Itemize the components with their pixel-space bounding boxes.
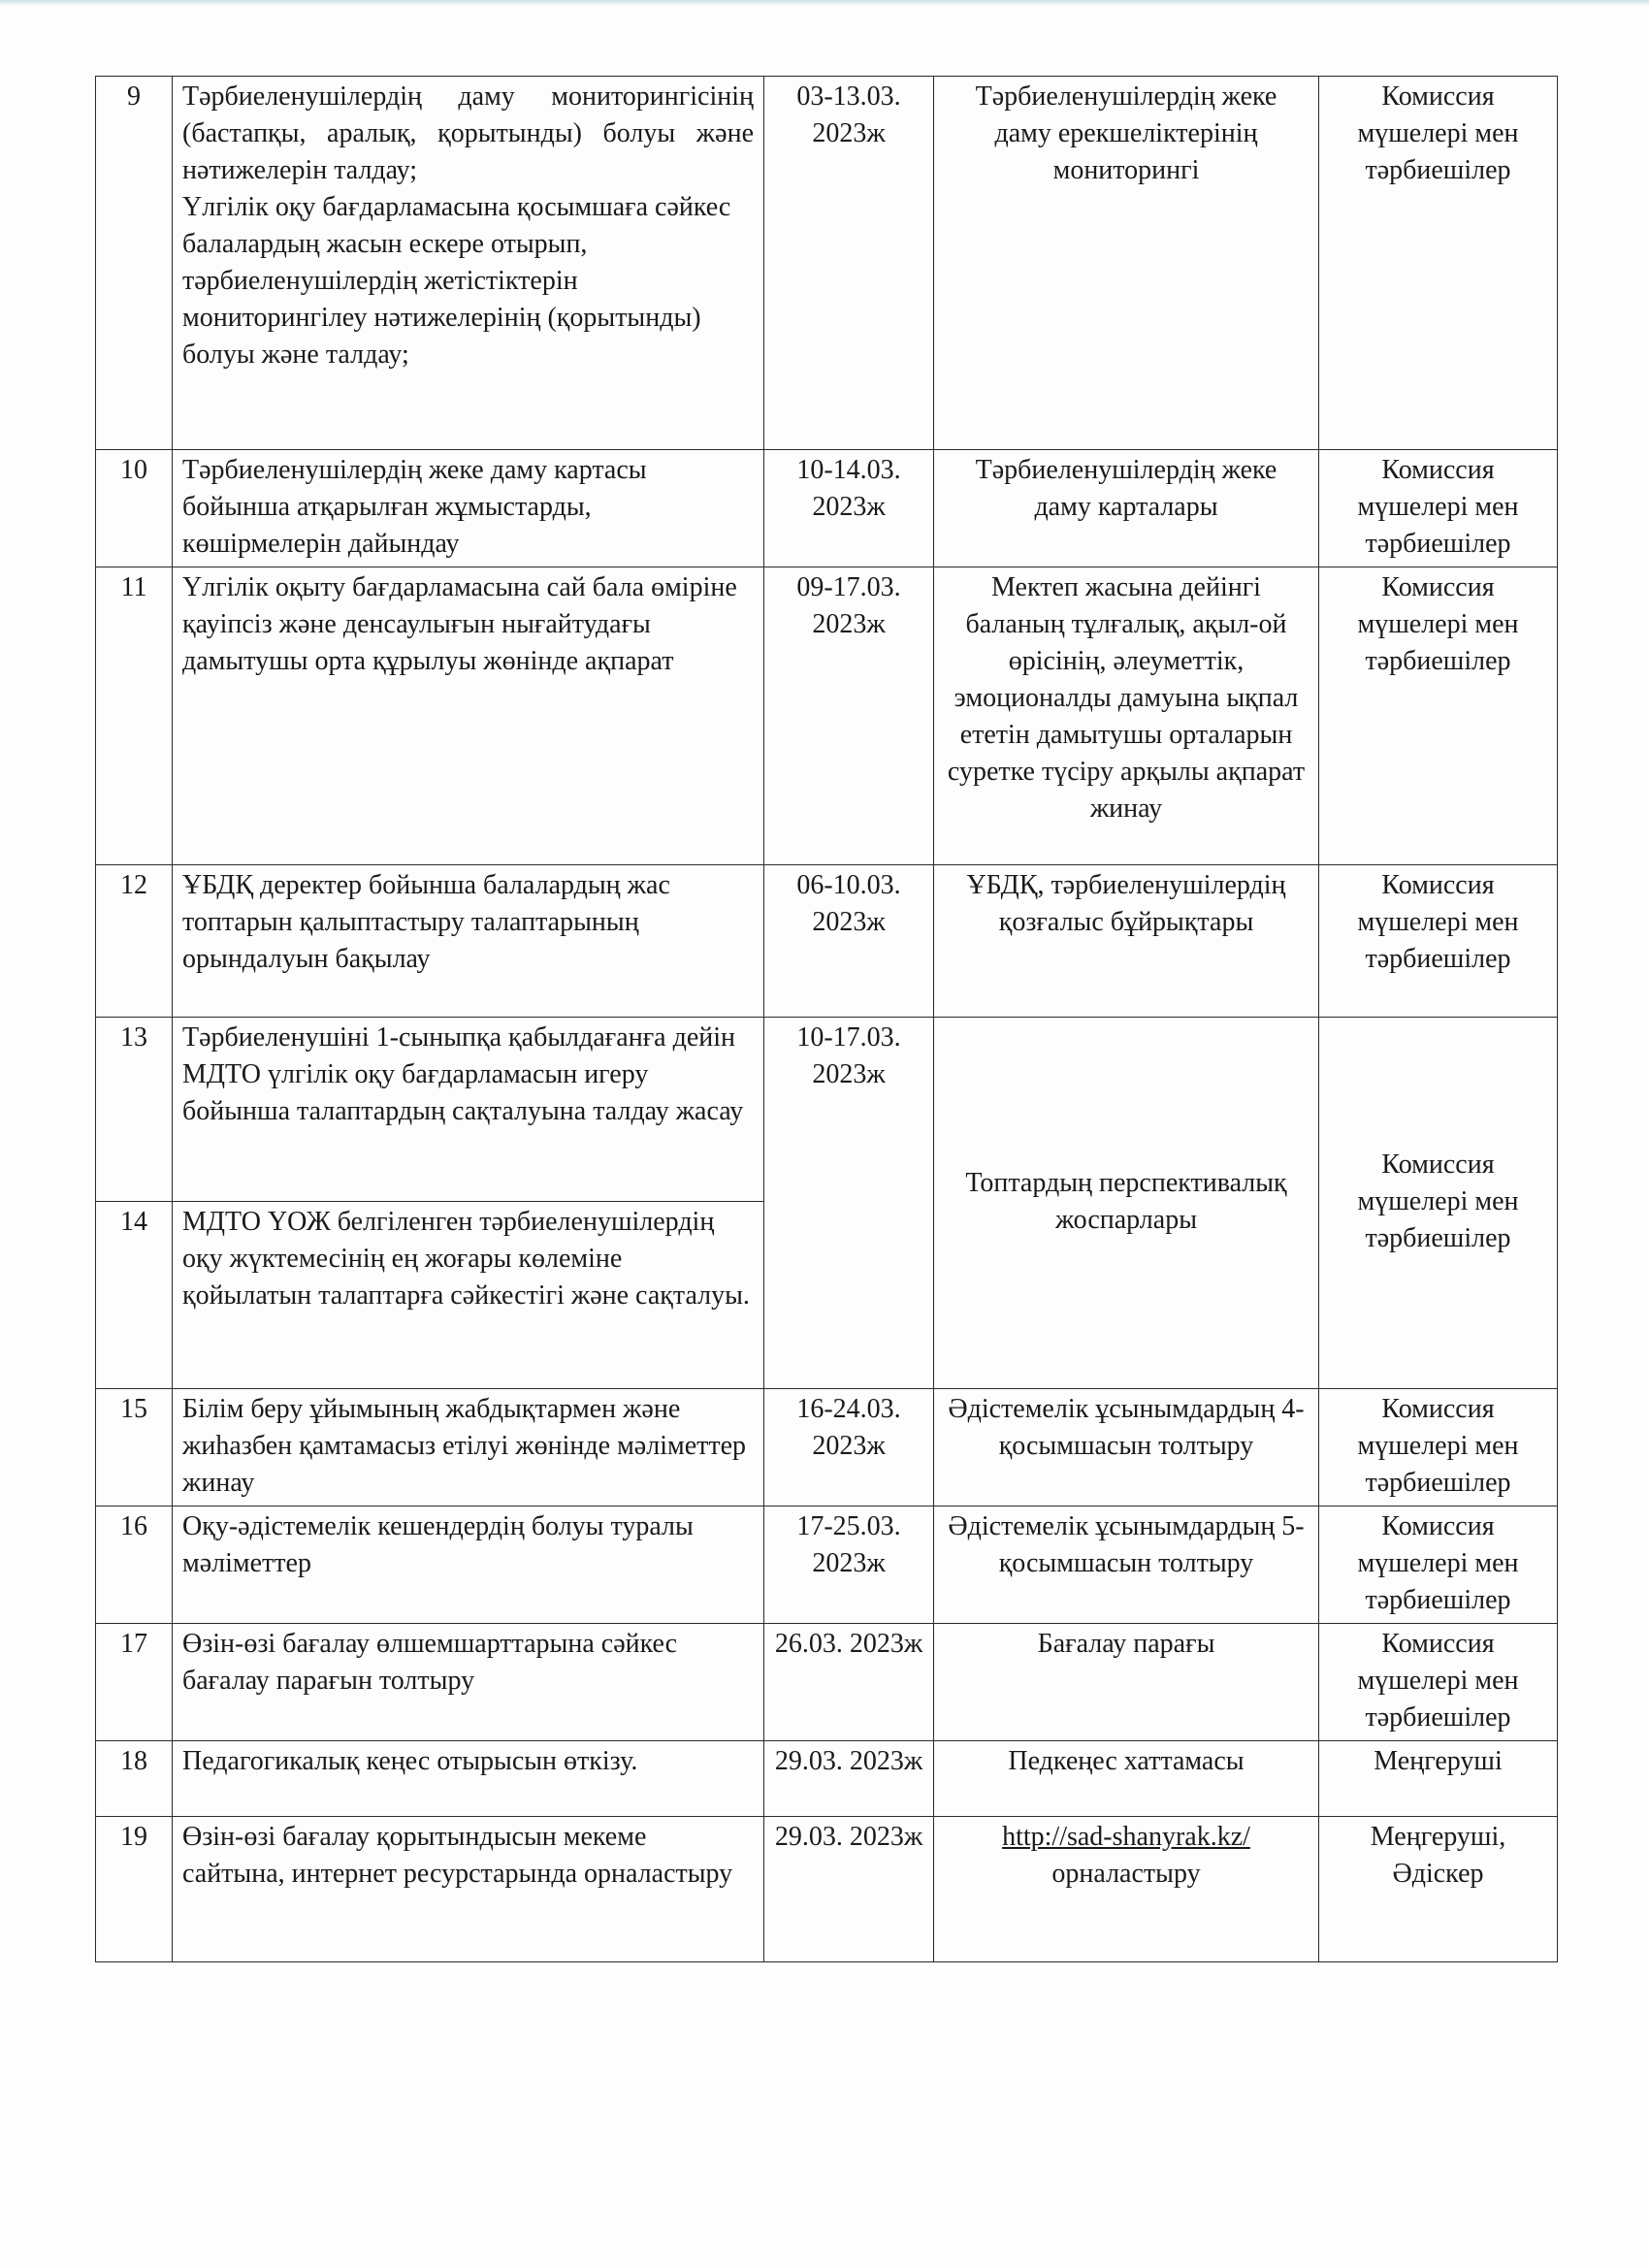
table-row [96,1624,1558,1741]
task-cell: Білім беру ұйымының жабдықтармен және жиһазбен қамтамасыз етілуі жөнінде мәліметтер жинау [173,1389,764,1507]
task-cell: Оқу-әдістемелік кешендердің болуы туралы мәліметтер [173,1507,764,1624]
row-number: 19 [96,1817,173,1962]
responsible-cell: Комиссия мүшелері мен тәрбиешілер [1319,77,1558,450]
row-number: 10 [96,450,173,567]
date-cell: 10-14.03. 2023ж [764,450,934,567]
table-row [96,567,1558,865]
responsible-cell: Комиссия мүшелері мен тәрбиешілер [1319,1018,1558,1389]
responsible-cell: Комиссия мүшелері мен тәрбиешілер [1319,1389,1558,1507]
site-link[interactable]: http://sad-shanyrak.kz/ [1002,1822,1250,1852]
table-row [96,77,1558,450]
date-cell: 17-25.03. 2023ж [764,1507,934,1624]
result-cell: Тәрбиеленушілердің жеке даму ерекшеліктерінің мониторингі [934,77,1319,450]
row-number: 12 [96,865,173,1018]
date-cell: 29.03. 2023ж [764,1741,934,1817]
plan-table [95,76,1558,1962]
row-number: 15 [96,1389,173,1507]
result-cell: Бағалау парағы [934,1624,1319,1741]
result-cell: Топтардың перспективалық жоспарлары [934,1018,1319,1389]
date-cell: 10-17.03. 2023ж [764,1018,934,1389]
date-cell: 26.03. 2023ж [764,1624,934,1741]
task-cell: ҰБДҚ деректер бойынша балалардың жас топтарын қалыптастыру талаптарының орындалуын бақылау [173,865,764,1018]
scan-top-edge [0,0,1649,6]
responsible-cell: Меңгеруші, Әдіскер [1319,1817,1558,1962]
result-cell: Педкеңес хаттамасы [934,1741,1319,1817]
date-cell: 03-13.03. 2023ж [764,77,934,450]
responsible-cell: Комиссия мүшелері мен тәрбиешілер [1319,450,1558,567]
date-cell: 09-17.03. 2023ж [764,567,934,865]
result-cell: ҰБДҚ, тәрбиеленушілердің қозғалыс бұйрықтары [934,865,1319,1018]
task-text: Үлгілік оқу бағдарламасына қосымшаға сәйкес балалардың жасын ескере отырып, тәрбиеленушілердің жетістіктерін мониторингілеу нәтижелерінің (қорытынды) болуы және талдау; [182,192,731,370]
row-number: 16 [96,1507,173,1624]
row-number: 13 [96,1018,173,1202]
result-suffix: орналастыру [1051,1859,1201,1889]
table-row [96,1018,1558,1202]
task-cell: Тәрбиеленушілердің жеке даму картасы бойынша атқарылған жұмыстарды, көшірмелерін дайындау [173,450,764,567]
table-row [96,865,1558,1018]
responsible-cell: Комиссия мүшелері мен тәрбиешілер [1319,865,1558,1018]
result-cell: Мектеп жасына дейінгі баланың тұлғалық, ақыл-ой өрісінің, әлеуметтік, эмоционалды дамуына ықпал ететін дамытушы орталарын суретке түсіру арқылы ақпарат жинау [934,567,1319,865]
table-row [96,450,1558,567]
row-number: 17 [96,1624,173,1741]
row-number: 11 [96,567,173,865]
table-row [96,1507,1558,1624]
responsible-cell: Комиссия мүшелері мен тәрбиешілер [1319,1624,1558,1741]
date-cell: 16-24.03. 2023ж [764,1389,934,1507]
task-text: Тәрбиеленушілердің даму мониторингісінің (бастапқы, аралық, қорытынды) болуы және нәтижелерін талдау; [182,81,754,185]
task-cell: Өзін-өзі бағалау қорытындысын мекеме сайтына, интернет ресурстарында орналастыру [173,1817,764,1962]
task-cell: Үлгілік оқыту бағдарламасына сай бала өміріне қауіпсіз және денсаулығын нығайтудағы дамытушы орта құрылуы жөнінде ақпарат [173,567,764,865]
row-number: 14 [96,1202,173,1389]
table-row [96,1389,1558,1507]
result-cell: Әдістемелік ұсынымдардың 4-қосымшасын толтыру [934,1389,1319,1507]
row-number: 9 [96,77,173,450]
task-cell: Педагогикалық кеңес отырысын өткізу. [173,1741,764,1817]
result-cell: Әдістемелік ұсынымдардың 5-қосымшасын толтыру [934,1507,1319,1624]
responsible-cell: Комиссия мүшелері мен тәрбиешілер [1319,1507,1558,1624]
table-row [96,1741,1558,1817]
result-cell [934,1817,1319,1962]
result-cell: Тәрбиеленушілердің жеке даму карталары [934,450,1319,567]
table-row [96,1817,1558,1962]
task-cell: МДТО ҮОЖ белгіленген тәрбиеленушілердің оқу жүктемесінің ең жоғары көлеміне қойылатын талаптарға сәйкестігі және сақталуы. [173,1202,764,1389]
responsible-cell: Комиссия мүшелері мен тәрбиешілер [1319,567,1558,865]
responsible-cell: Меңгеруші [1319,1741,1558,1817]
task-cell [173,77,764,450]
date-cell: 06-10.03. 2023ж [764,865,934,1018]
date-cell: 29.03. 2023ж [764,1817,934,1962]
task-cell: Тәрбиеленушіні 1-сыныпқа қабылдағанға дейін МДТО үлгілік оқу бағдарламасын игеру бойынша талаптардың сақталуына талдау жасау [173,1018,764,1202]
row-number: 18 [96,1741,173,1817]
task-cell: Өзін-өзі бағалау өлшемшарттарына сәйкес бағалау парағын толтыру [173,1624,764,1741]
